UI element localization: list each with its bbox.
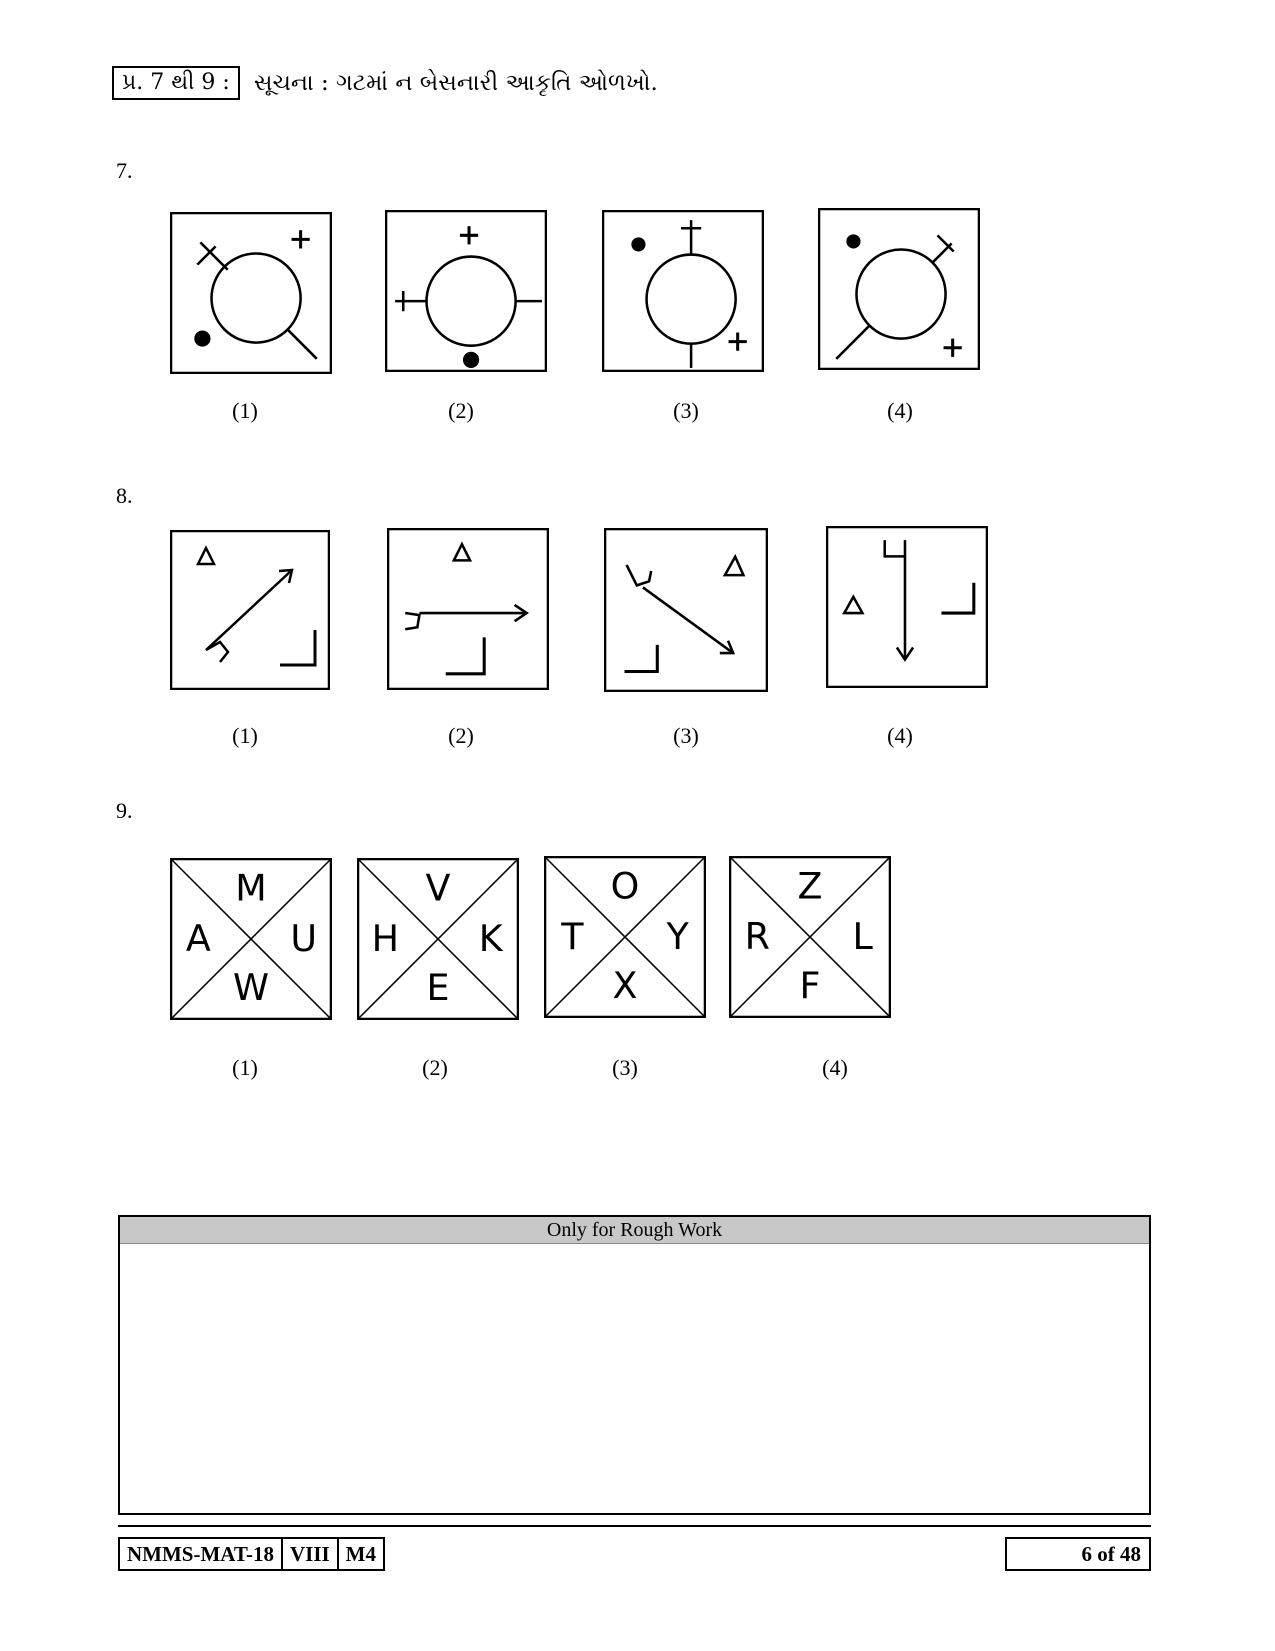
q8-option-1-label: (1) xyxy=(232,723,258,748)
q9-2-right-letter: K xyxy=(478,917,503,961)
footer-page-number: 6 of 48 xyxy=(1005,1537,1151,1571)
question-8-number: 8. xyxy=(116,483,133,508)
q8-option-1-figure[interactable] xyxy=(170,530,330,690)
rough-work-title: Only for Rough Work xyxy=(120,1217,1149,1244)
q9-3-right-letter: Y xyxy=(666,915,689,959)
q8-option-3-figure[interactable] xyxy=(604,528,768,692)
q9-4-left-letter: R xyxy=(744,915,771,959)
q9-2-left-letter: H xyxy=(371,917,400,961)
question-7-number: 7. xyxy=(116,158,133,183)
footer-grade: VIII xyxy=(283,1539,339,1569)
footer-divider xyxy=(118,1525,1151,1527)
q8-option-4-label: (4) xyxy=(887,723,913,748)
q9-1-top-letter: M xyxy=(235,866,267,910)
q7-option-4-figure[interactable] xyxy=(818,208,980,370)
q9-1-right-letter: U xyxy=(290,917,317,961)
q9-option-4-figure[interactable] xyxy=(729,856,891,1018)
question-9-number: 9. xyxy=(116,798,133,823)
q9-option-1-figure[interactable] xyxy=(170,858,332,1020)
q9-option-1-label: (1) xyxy=(232,1055,258,1080)
q7-option-1-figure[interactable] xyxy=(170,212,332,374)
q7-option-1-label: (1) xyxy=(232,398,258,423)
instruction-line xyxy=(112,66,658,100)
q9-option-3-figure[interactable] xyxy=(544,856,706,1018)
q7-option-2-label: (2) xyxy=(448,398,474,423)
q9-1-left-letter: A xyxy=(185,917,211,961)
q8-option-4-figure[interactable] xyxy=(826,526,988,688)
q9-2-top-letter: V xyxy=(425,866,451,910)
q9-option-2-label: (2) xyxy=(422,1055,448,1080)
q9-option-4-label: (4) xyxy=(822,1055,848,1080)
question-range-tag: પ્ર. 7 થી 9 : xyxy=(112,66,240,100)
rough-work-box xyxy=(118,1215,1151,1515)
q7-option-4-label: (4) xyxy=(887,398,913,423)
q9-3-top-letter: O xyxy=(610,864,640,908)
q9-1-bottom-letter: W xyxy=(232,965,270,1009)
q9-2-bottom-letter: E xyxy=(426,965,450,1009)
footer-paper-code xyxy=(118,1537,385,1571)
q9-4-bottom-letter: F xyxy=(799,963,821,1007)
q9-4-top-letter: Z xyxy=(797,864,823,908)
q9-4-right-letter: L xyxy=(852,915,873,959)
q7-option-3-label: (3) xyxy=(673,398,699,423)
q9-3-bottom-letter: X xyxy=(612,963,638,1007)
q7-option-3-figure[interactable] xyxy=(602,210,764,372)
q9-option-3-label: (3) xyxy=(612,1055,638,1080)
q8-option-2-figure[interactable] xyxy=(387,528,549,690)
footer-code: NMMS-MAT-18 xyxy=(120,1539,283,1569)
q9-3-left-letter: T xyxy=(561,915,584,959)
q8-option-2-label: (2) xyxy=(448,723,474,748)
footer-set: M4 xyxy=(345,1542,376,1566)
instruction-text: સૂચના : ગટમાં ન બેસનારી આકૃતિ ઓળખો. xyxy=(253,70,658,96)
q8-option-3-label: (3) xyxy=(673,723,699,748)
q9-option-2-figure[interactable] xyxy=(357,858,519,1020)
q7-option-2-figure[interactable] xyxy=(385,210,547,372)
